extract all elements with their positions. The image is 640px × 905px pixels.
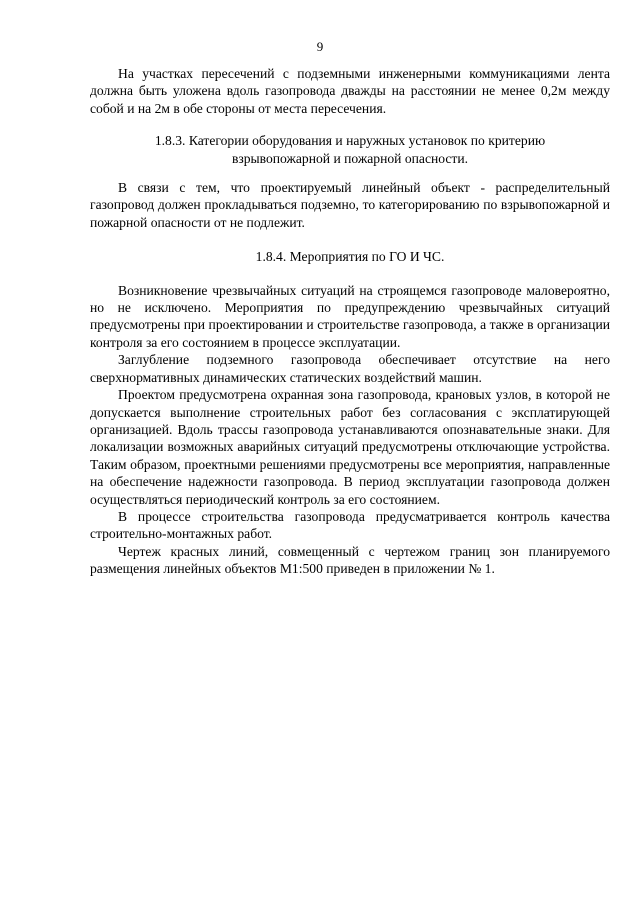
paragraph-1-8-4-burial: Заглубление подземного газопровода обеспечивает отсутствие на него сверхнормативных динамических статических воздействий машин.	[90, 352, 610, 385]
section-heading-1-8-3-line1: 1.8.3. Категории оборудования и наружных установок по критерию	[154, 133, 546, 149]
paragraph-1-8-4-red-lines-drawing: Чертеж красных линий, совмещенный с чертежом границ зон планируемого размещения линейных объектов М1:500 приведен в приложении № 1.	[90, 543, 610, 577]
paragraph-1-8-4-quality-control: В процессе строительства газопровода предусматривается контроль качества строительно-монтажных работ.	[90, 508, 610, 542]
section-heading-1-8-3	[90, 132, 610, 167]
document-body	[90, 65, 610, 578]
paragraph-1-8-4-emergencies: Возникновение чрезвычайных ситуаций на строящемся газопроводе маловероятно, но не исключено. Мероприятия по предупреждению чрезвычайных ситуаций предусмотрены при проектировании и строительстве газопровода, а также в организации контроля за его состоянием в процессе эксплуатации.	[90, 282, 610, 350]
intro-paragraph: На участках пересечений с подземными инженерными коммуникациями лента должна быть уложена вдоль газопровода дважды на расстоянии не менее 0,2м между собой и на 2м в обе стороны от места пересечения.	[90, 66, 610, 116]
paragraph-1-8-3: В связи с тем, что проектируемый линейный объект - распределительный газопровод должен прокладываться подземно, то категорированию по взрывопожарной и пожарной опасности от не подлежит.	[90, 180, 610, 230]
section-heading-1-8-4: 1.8.4. Мероприятия по ГО И ЧС.	[255, 249, 445, 265]
section-heading-1-8-3-line2: взрывопожарной и пожарной опасности.	[231, 150, 469, 166]
paragraph-1-8-4-protection-zone: Проектом предусмотрена охранная зона газопровода, крановых узлов, в которой не допускается выполнение строительных работ без согласования с эксплатирующей организацией. Вдоль трассы газопровода устанавливаются опознавательные знаки. Для локализации возможных аварийных ситуаций предусмотрены отключающие устройства. Таким образом, проектными решениями предусмотрены все мероприятия, направленные на обеспечение надежности газопровода. В период эксплуатации газопровода должен осуществляться периодический контроль за его состоянием.	[90, 387, 610, 507]
page-number: 9	[316, 39, 324, 54]
